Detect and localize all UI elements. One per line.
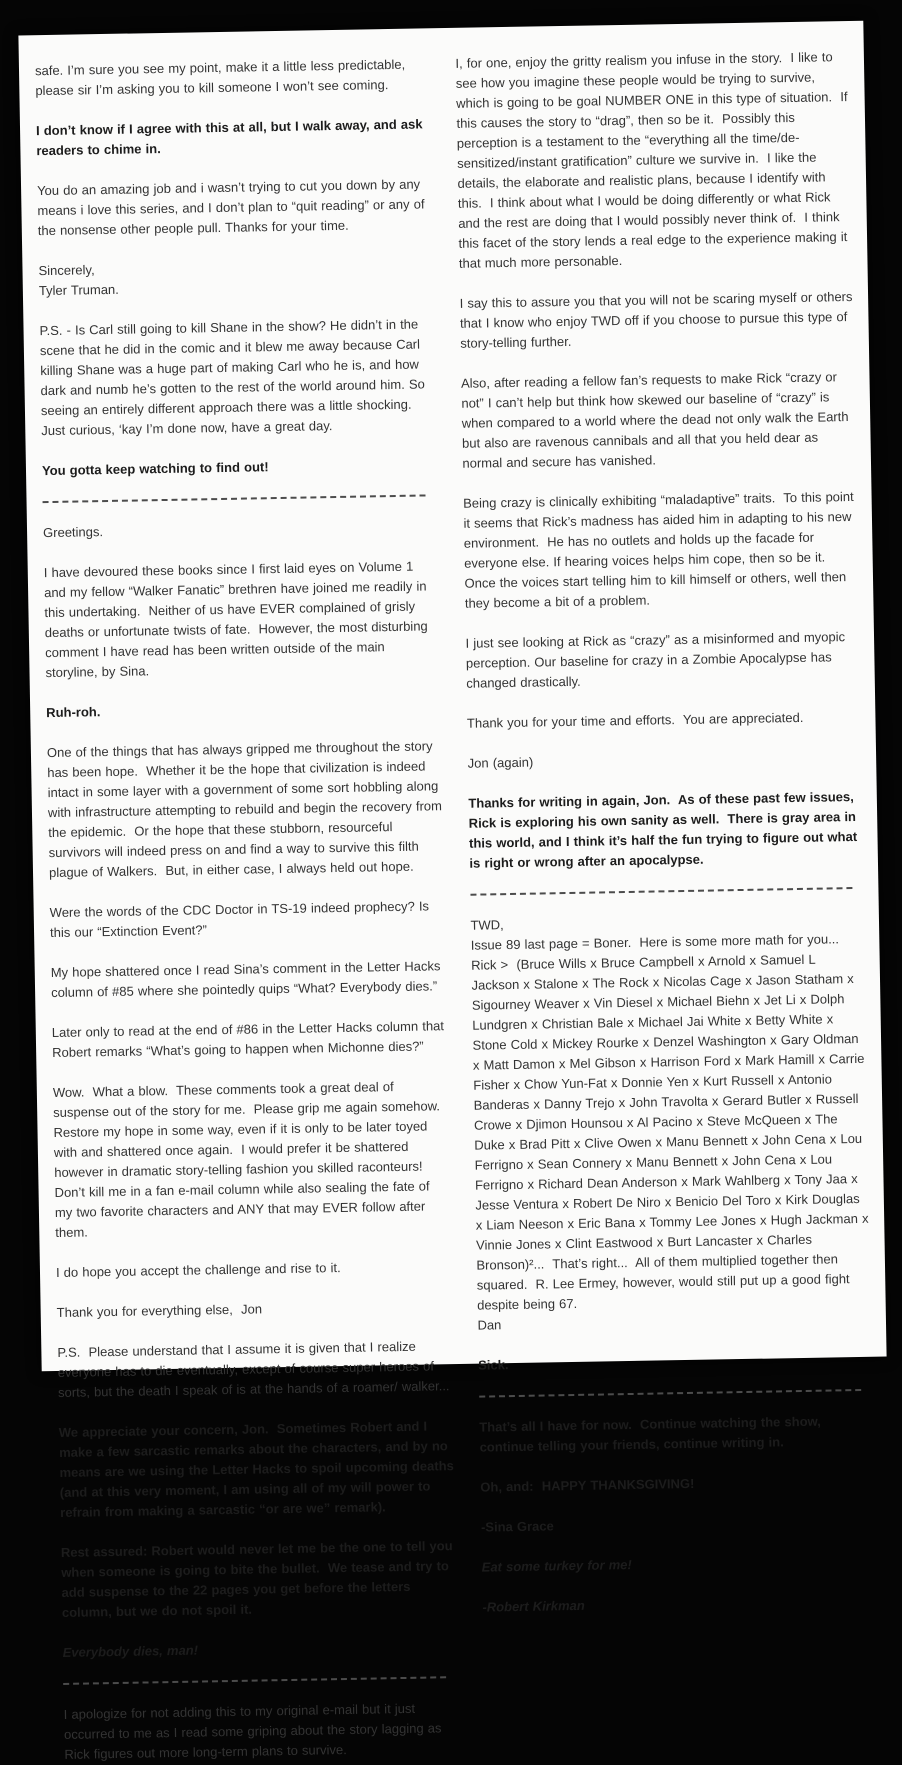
letter-paragraph: I just see looking at Rick as “crazy” as a misinformed and myopic perception. Our baseline for crazy in a Zombie Apocalypse has changed drastically. [465, 629, 850, 691]
letter-paragraph: safe. I’m sure you see my point, make it a little less predictable, please sir I’m asking you to kill someone I won’t see coming. [34, 56, 410, 99]
section-divider [63, 1676, 446, 1685]
letter-paragraph: That’s all I have for now. Continue watching the show, continue telling your friends, continue writing in. [479, 1413, 826, 1455]
letter-paragraph: Greetings. [42, 524, 104, 541]
letter-paragraph: Ruh-roh. [46, 704, 101, 721]
letter-paragraph: Oh, and: HAPPY THANKSGIVING! [480, 1475, 695, 1495]
letter-paragraph: Were the words of the CDC Doctor in TS-19 indeed prophecy? Is this our “Extinction Event?” [49, 898, 434, 941]
right-column [455, 47, 873, 1615]
letter-paragraph: Rest assured: Robert would never let me be the one to tell you when someone is going to bite the bullet. We tease and try to add suspense to the 22 pages you get before the letters column, but we do not spoil it. [60, 1538, 457, 1620]
section-divider [470, 887, 853, 896]
letter-paragraph: I have devoured these books since I first laid eyes on Volume 1 and my fellow “Walker Fanatic” brethren have joined me readily in this undertaking. Neither of us have EVER complained of grisly deaths or unfortunate twists of fate. However, the most disturbing comment I have read has been written outside of the main storyline, by Sina. [43, 558, 432, 681]
letters-columns [34, 47, 873, 1762]
letters-page-scan [18, 21, 886, 1762]
letter-paragraph: P.S. - Is Carl still going to kill Shane in the show? He didn’t in the scene that he did in the comic and it blew me away because Carl killing Shane was a huge part of making Carl who he is, and how dark and numb he’s gotten to the rest of the world around him. So seeing an entirely different approach there was a little shocking. Just curious, ‘kay I’m done now, have a great day. [39, 316, 430, 439]
left-column [34, 54, 459, 1762]
letter-paragraph: TWD, Issue 89 last page = Boner. Here is some more math for you... Rick > (Bruce Wills x Bruce Campbell x Arnold x Samuel L Jackson x Stalone x The Rock x Nicolas Cage x Jason Statham x Sigourney Weaver x Vin Diesel x Michael Biehn x Jet Li x Dolph Lundgren x Christian Bale x Michael Jai White x Betty White x Stone Cold x Mickey Rourke x Denzel Washington x Gary Oldman x Matt Damon x Mel Gibson x Harrison Ford x Mark Hamill x Carrie Fisher x Chow Yun-Fat x Donnie Yen x Kurt Russell x Antonio Banderas x Danny Trejo x John Travolta x Gerard Butler x Russell Crowe x Djimon Hounsou x Al Pacino x Steve McQueen x The Duke x Brad Pitt x Clive Owen x Manu Bennett x John Cena x Lou Ferrigno x Sean Connery x Manu Bennett x John Cena x Lou Ferrigno x Richard Dean Anderson x Mark Wahlberg x Tony Jaa x Jesse Ventura x Robert De Niro x Benicio Del Toro x Kirk Douglas x Liam Neeson x Eric Bana x Tommy Lee Jones x Hugh Jackman x Vinnie Jones x Clint Eastwood x Burt Lancaster x Charles Bronson)²... That’s right... All of them multiplied together then squared. R. Lee Ermey, however, would still put up a good fight despite being 67. Dan [470, 917, 873, 1333]
letter-paragraph: Thanks for writing in again, Jon. As of these past few issues, Rick is exploring his own sanity as well. There is gray area in this world, and I think it’s half the fun trying to figure out what is right or wrong after an apocalypse. [468, 788, 862, 871]
section-divider [43, 494, 426, 503]
letter-paragraph: I apologize for not adding this to my original e-mail but it just occurred to me as I read some griping about the story lagging as Rick figures out more long-term plans to survive. [63, 1700, 446, 1762]
letter-paragraph: We appreciate your concern, Jon. Sometimes Robert and I make a few sarcastic remarks about the characters, and by no means are we using the Letter Hacks to spoil upcoming deaths (and at this very moment, I am using all of my will power to refrain from making a sarcastic “or are we” remark). [58, 1418, 459, 1520]
letter-paragraph: Thank you for your time and efforts. You are appreciated. [466, 709, 804, 731]
letter-paragraph: I, for one, enjoy the gritty realism you infuse in the story. I like to see how you imagine these people would be trying to survive, which is going to be goal NUMBER ONE in this type of situation. If this causes the story to “drag”, then so be it. Possibly this perception is a testament to the “everything all the time/de-sensitized/instant gratification” culture we survive in. I like the details, the elaborate and realistic plans, because I identify with this. I think about what I would be doing differently or what Rick and the rest are doing that I would possibly never think of. I think this facet of the story lends a real edge to the experience making it that much more personable. [455, 49, 852, 271]
letter-paragraph: Eat some turkey for me! [481, 1557, 632, 1575]
letter-paragraph: Sick. [478, 1357, 509, 1373]
letter-paragraph: I say this to assure you that you will not be scaring myself or others that I know who enjoy TWD off if you choose to pursue this type of story-telling further. [459, 288, 857, 351]
section-divider [479, 1389, 862, 1398]
letter-paragraph: P.S. Please understand that I assume it is given that I realize everyone has to die eventually, except of course super heroes of sorts, but the death I speak of is at the hands of a roamer/ walker... [57, 1338, 450, 1400]
letter-paragraph: Everybody dies, man! [62, 1642, 199, 1660]
letter-paragraph: Also, after reading a fellow fan’s requests to make Rick “crazy or not” I can’t help but think how skewed our baseline of “crazy” is when compared to a world where the dead not only walk the Earth but also are ravenous cannibals and all that you held dear as normal and secure has vanished. [460, 369, 853, 471]
letter-paragraph: Sincerely, Tyler Truman. [38, 262, 119, 299]
letter-paragraph: My hope shattered once I read Sina’s comment in the Letter Hacks column of #85 where she pointedly quips “What? Everybody dies.” [50, 958, 445, 1001]
letter-paragraph: You do an amazing job and i wasn’t trying to cut you down by any means i love this series, and I don’t plan to “quit reading” or any of the nonsense other people pull. Thanks for your time. [36, 176, 429, 239]
letter-paragraph: Thank you for everything else, Jon [56, 1301, 263, 1321]
letter-paragraph: Wow. What a blow. These comments took a great deal of suspense out of the story for me. Please grip me again somehow. Restore my hope in some way, even if it is only to be later toyed with and shattered once again. I would prefer it be shattered however in dramatic story-telling fashion you skilled raconteurs! Don’t kill me in a fan e-mail column while also sealing the fate of my two favorite characters and ANY that may EVER follow after them. [52, 1079, 449, 1241]
letter-paragraph: One of the things that has always gripped me throughout the story has been hope. Whether it be the hope that civilization is indeed intact in some layer with a government of some sort hobbling along with infrastructure attempting to rebuild and begin the recovery from the epidemic. Or the hope that these stubborn, resourceful survivors will indeed press on and find a way to survive this filth plague of Walkers. But, in either case, I always held out hope. [46, 738, 447, 881]
letter-paragraph: I don’t know if I agree with this at all, but I walk away, and ask readers to chime in. [35, 116, 427, 159]
letter-paragraph: -Sina Grace [480, 1518, 554, 1535]
letter-paragraph: Later only to read at the end of #86 in the Letter Hacks column that Robert remarks “What’s going to happen when Michonne dies?” [51, 1018, 449, 1061]
letter-paragraph: -Robert Kirkman [482, 1597, 585, 1615]
letter-paragraph: You gotta keep watching to find out! [41, 459, 269, 479]
letter-paragraph: Being crazy is clinically exhibiting “maladaptive” traits. To this point it seems that Rick’s madness has aided him in adapting to his new environment. He has no outlets and holds up the facade for everyone else. If hearing voices helps him cope, then so be it. Once the voices start telling him to kill himself or others, well then they become a bit of a problem. [463, 488, 858, 611]
letter-paragraph: Jon (again) [467, 754, 534, 771]
letter-paragraph: I do hope you accept the challenge and rise to it. [55, 1260, 341, 1281]
